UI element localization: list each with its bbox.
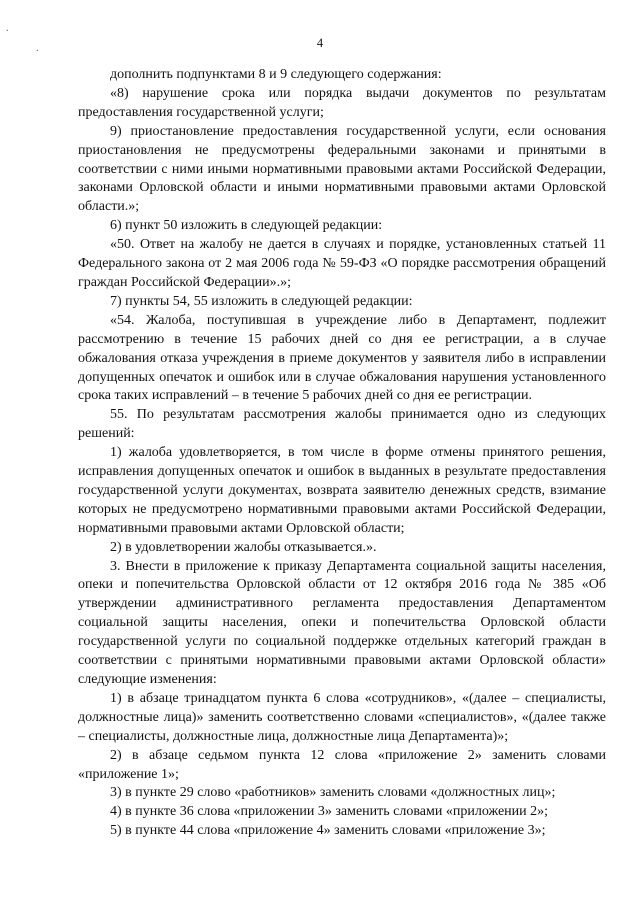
paragraph: 4) в пункте 36 слова «приложении 3» заменить словами «приложении 2»;	[110, 804, 549, 820]
paragraph: 1) в абзаце тринадцатом пункта 6 слова «сотрудников», «(далее – специалисты, должностные лица)» заменить соответственно словами «специалистов», «(далее также – специалисты, должностные лица, должностные лица Департамента)»;	[78, 690, 606, 744]
paragraph: «54. Жалоба, поступившая в учреждение либо в Департамент, подлежит рассмотрению в течение 15 рабочих дней со дня ее регистрации, а в случае обжалования отказа учреждения в приеме документов у заявителя либо в исправлении допущенных опечаток и ошибок или в случае обжалования нарушения установленного срока таких исправлений – в течение 5 рабочих дней со дня ее регистрации.	[78, 312, 606, 404]
paragraph: «8) нарушение срока или порядка выдачи документов по результатам предоставления государственной услуги;	[78, 85, 606, 120]
scan-mark: .	[6, 23, 9, 34]
paragraph: 7) пункты 54, 55 изложить в следующей редакции:	[110, 293, 413, 309]
paragraph: 55. По результатам рассмотрения жалобы принимается одно из следующих решений:	[78, 407, 606, 442]
document-body	[78, 66, 606, 841]
paragraph: 9) приостановление предоставления государственной услуги, если основания приостановления не предусмотрены федеральными законами и принятыми в соответствии с ними иными нормативными правовыми актами Российской Федерации, законами Орловской области и иными нормативными правовыми актами Орловской области.»;	[78, 123, 606, 215]
paragraph: 2) в удовлетворении жалобы отказывается.».	[110, 539, 377, 555]
paragraph: 2) в абзаце седьмом пункта 12 слова «приложение 2» заменить словами «приложение 1»;	[78, 747, 606, 782]
page-number: 4	[316, 36, 324, 50]
paragraph: 1) жалоба удовлетворяется, в том числе в форме отмены принятого решения, исправления допущенных опечаток и ошибок в выданных в результате предоставления государственной услуги документах, возврата заявителю денежных средств, взимание которых не предусмотрено нормативными правовыми актами Российской Федерации, нормативными правовыми актами Орловской области;	[78, 445, 606, 536]
paragraph: 3) в пункте 29 слово «работников» заменить словами «должностных лиц»;	[110, 785, 556, 801]
paragraph: «50. Ответ на жалобу не дается в случаях и порядке, установленных статьей 11 Федерального закона от 2 мая 2006 года № 59-ФЗ «О порядке рассмотрения обращений граждан Российской Федерации».»;	[78, 237, 606, 290]
paragraph: дополнить подпунктами 8 и 9 следующего содержания:	[110, 67, 442, 82]
paragraph: 3. Внести в приложение к приказу Департамента социальной защиты населения, опеки и попечительства Орловской области от 12 октября 2016 года № 385 «Об утверждении административного регламента предоставления Департаментом социальной защиты населения, опеки и попечительства Орловской области государственной услуги по социальной поддержке отдельных категорий граждан в соответствии с принятыми нормативными правовыми актами Орловской области» следующие изменения:	[78, 558, 606, 687]
scan-mark: .	[36, 43, 39, 54]
paragraph: 5) в пункте 44 слова «приложение 4» заменить словами «приложение 3»;	[110, 823, 546, 839]
paragraph: 6) пункт 50 изложить в следующей редакции:	[110, 218, 383, 234]
